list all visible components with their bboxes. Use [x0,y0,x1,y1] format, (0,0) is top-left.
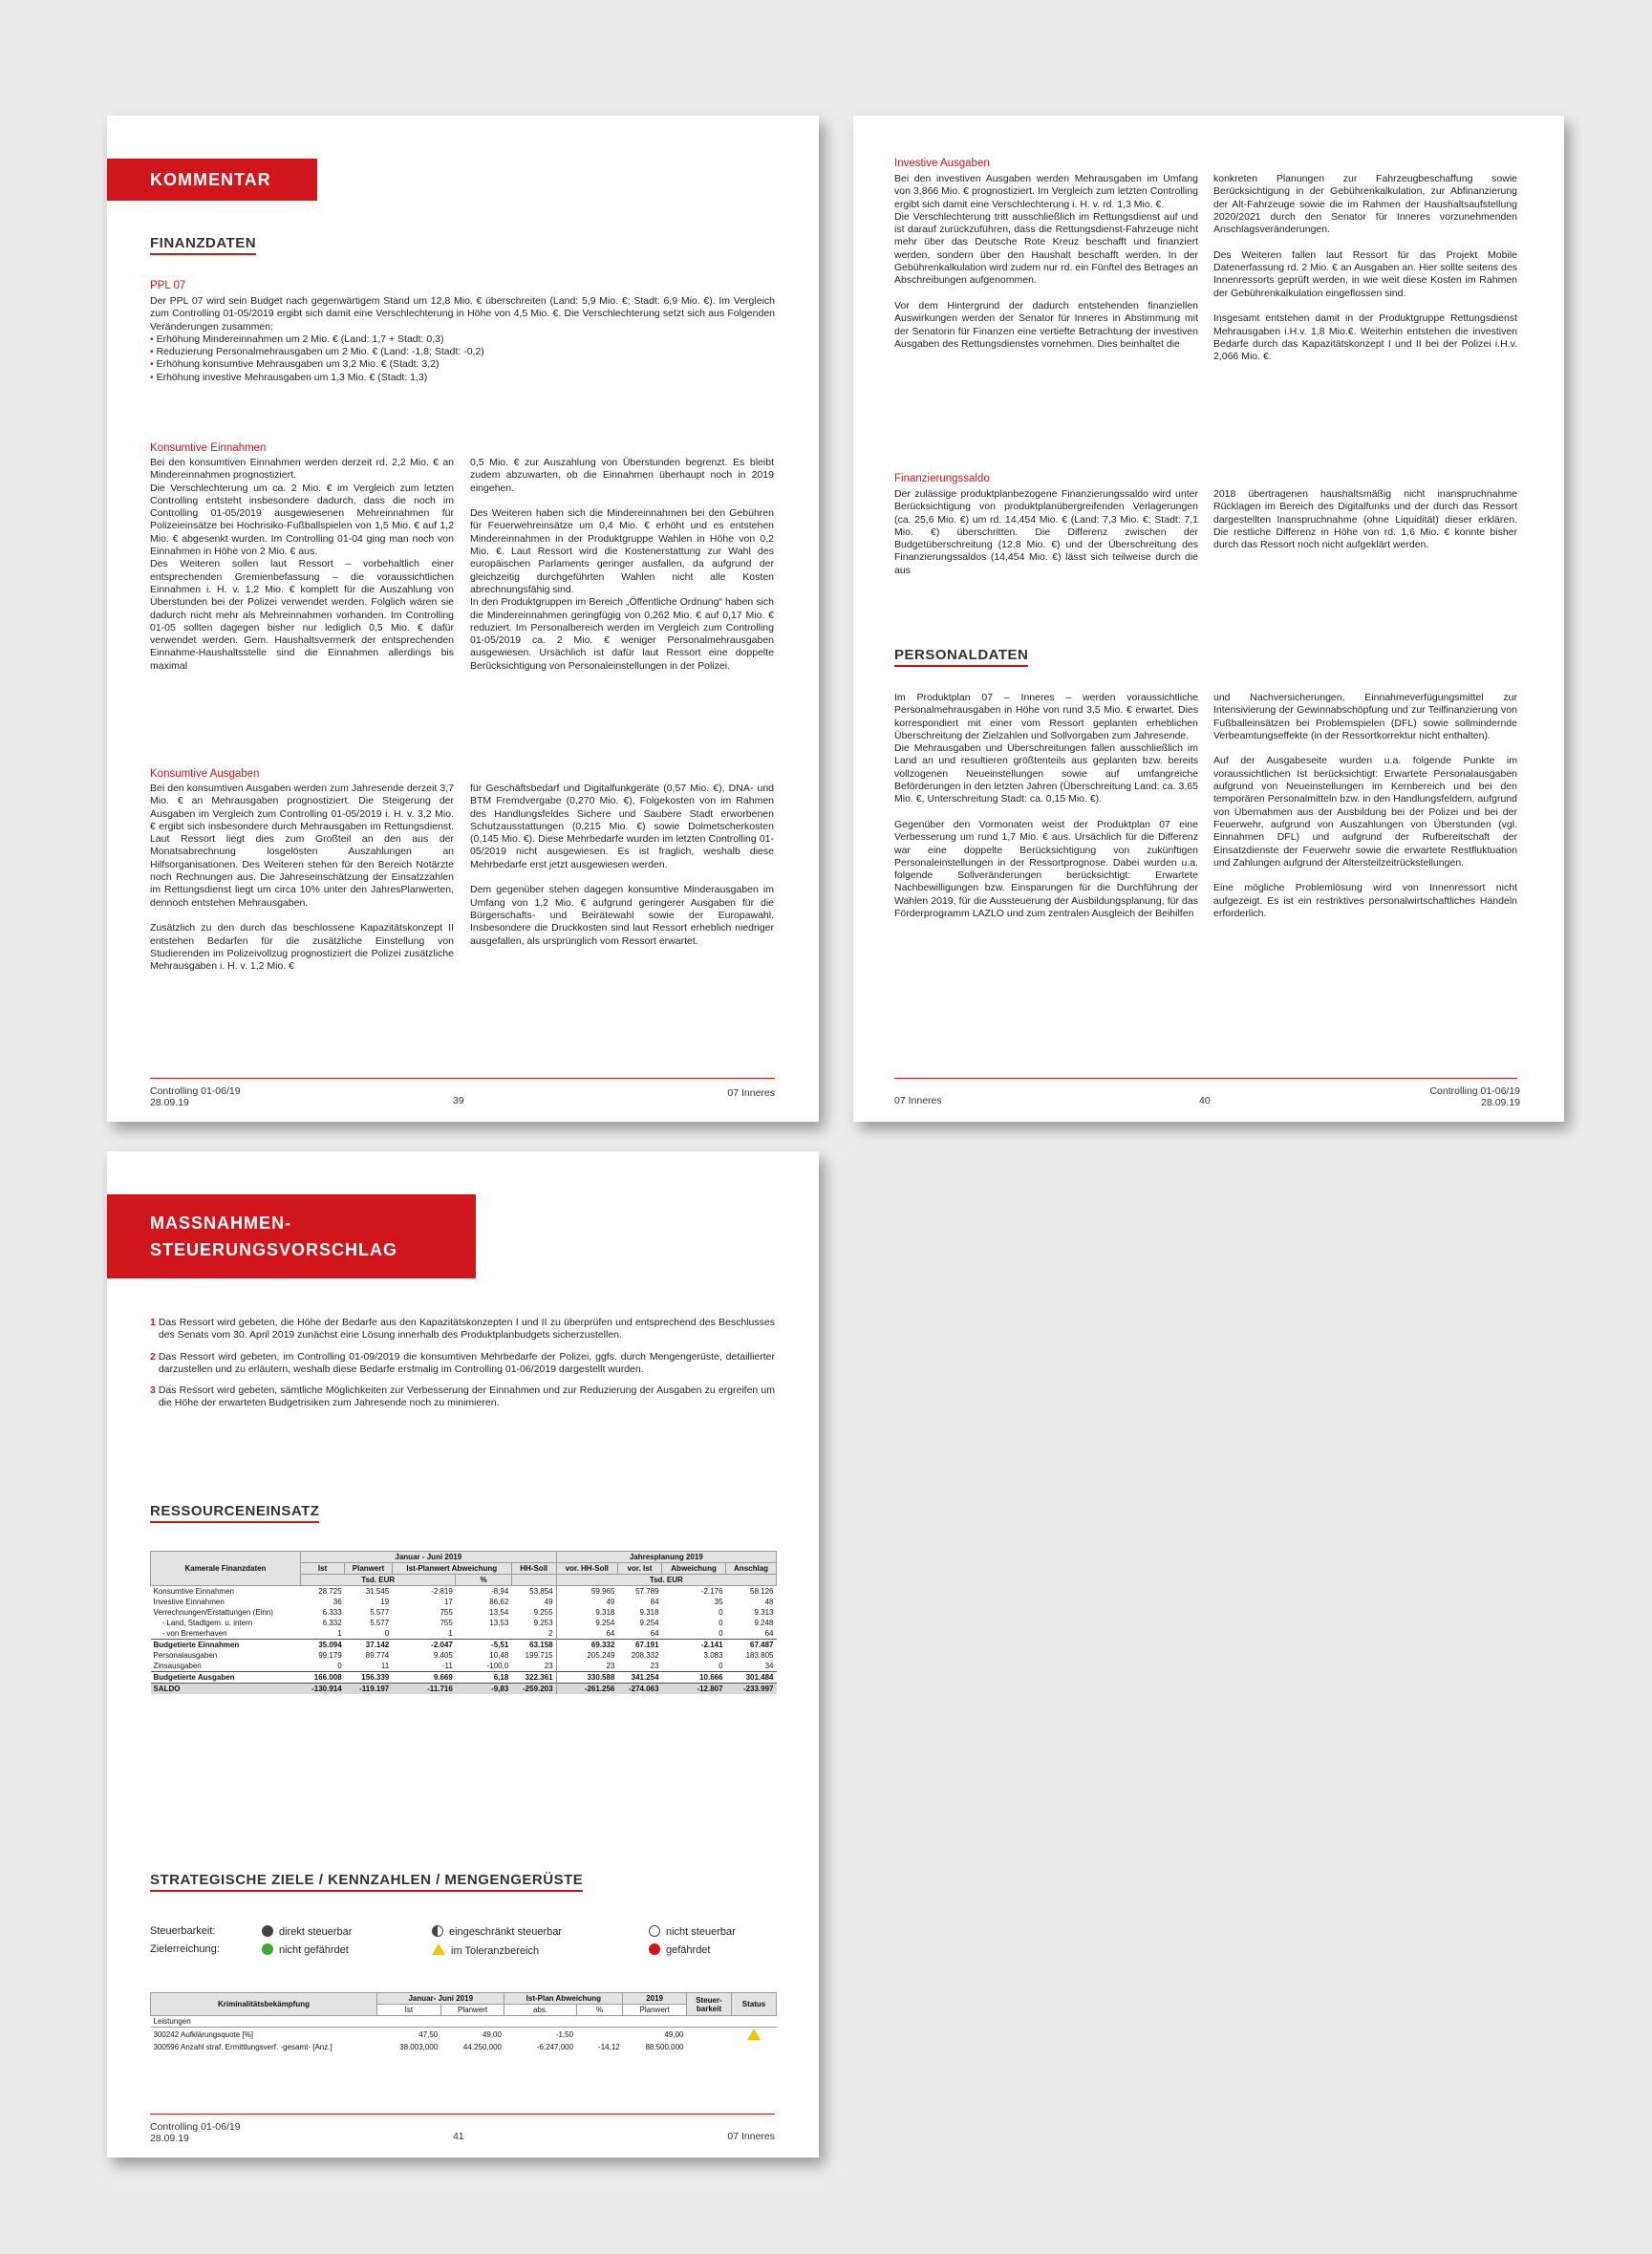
cell: 58.126 [750,1587,774,1596]
ia-right-column: konkreten Planungen zur Fahrzeugbeschaffung sowie Berücksichtigung in der Gebührenkalkulation, zur Abfinanzierung der Alt-Fahrzeuge sowie die im Rahmen der Haushaltsaufstellung 2020/2021 durch den Senator für Inneres vorzunehmenden Anschlagsveränderungen. Des Weiteren fallen laut Ressort für das Projekt Mobile Datenerfassung rd. 2 Mio. € an Ausgaben an. Hier sollte seitens des Innenressorts geprüft werden, in wie weit diese Kosten im Rahmen der Gebührenkalkulation eingeflossen sind. Insgesamt entstehen damit in der Produktgruppe Rettungsdienst Mehrausgaben i.H.v. 1,8 Mio.€. Weiterhin entstehen die investiven Bedarfe durch das Kapazitätskonzept I und II bei der Polizei i.H.v. 2,066 Mio. €. [1213,173,1517,363]
cell: 28.725 [318,1587,342,1596]
col-header: vor. Ist [617,1563,661,1575]
cell: 63.158 [511,1640,556,1651]
green-circle-icon [262,1943,273,1955]
cell: 9.254 [556,1618,617,1628]
cell: 9.318 [639,1608,659,1617]
legend-item-green: nicht gefährdet [262,1943,349,1956]
ppl-bullet: • Erhöhung konsumtive Mehrausgaben um 3,2 Mio. € (Stadt: 3,2) [150,358,440,371]
table-row: 300596 Anzahl straf. Ermittlungsverf. -gesamt- [Anz.] 38.003,000 44.250,000 -6.247,000 -14,12 88.500,000 [153,2043,684,2051]
ppl-bullet: • Erhöhung Mindereinnahmen um 2 Mio. € (Land: 1,7 + Stadt: 0,3) [150,333,444,345]
legend-label: Zielerreichung: [150,1943,220,1955]
unit-header: % [456,1575,511,1586]
legend-item-nicht: nicht steuerbar [649,1925,736,1938]
cell: 755 [440,1619,453,1627]
row-label: SALDO [151,1684,301,1695]
finanzierungssaldo-title: Finanzierungssaldo [894,473,990,484]
kpi-title: Kriminalitätsbekämpfung [151,1993,377,2016]
finanzdaten-heading: FINANZDATEN [150,235,256,255]
ka-left-column: Bei den konsumtiven Ausgaben werden zum Jahresende derzeit 3,7 Mio. € an Mehrausgaben prognostiziert. Die Steigerung der Ausgaben im Vergleich zum Controlling 01-05/2019 i. H. v. 3,2 Mio. € ergibt sich insbesondere durch Mehrausgaben im Rettungsdienst. Laut Ressort liegt dies zum Großteil an den aus der Monatsabrechnung losgelösten Auszahlungen an Hilfsorganisationen. Des Weiteren stehen für den Bereich Notärzte noch Rechnungen aus. Die Jahreseinschätzung der Einsatzzahlen im Rettungsdienst liegt um circa 10% unter den JahresPlanwerten, dennoch entstehen Mehrausgaben. Zusätzlich zu den durch das beschlossene Kapazitätskonzept II entstehen Bedarfen für die zusätzliche Einstellung von Studierenden im Polizeivollzug prognostiziert die Polizei zusätzliche Mehrausgaben i. H. v. 1,2 Mio. € [150,783,454,973]
cell: -261.256 [556,1684,617,1695]
group-header: Januar - Juni 2019 [301,1552,557,1563]
kpi-table [150,1992,777,2052]
massnahmen-banner [107,1194,476,1278]
cell: 1 [337,1629,342,1638]
cell: -119.197 [345,1684,393,1695]
cell: 3.083 [703,1651,723,1660]
cell: 166.008 [301,1672,345,1684]
resource-table [150,1551,777,1694]
row-label: Zinsausgaben [153,1662,202,1670]
cell: -2.047 [392,1640,456,1651]
kpi-group: Ist-Plan Abweichung [504,1993,623,2005]
cell: 6.333 [322,1608,342,1617]
ressourceneinsatz-heading: RESSOURCENEINSATZ [150,1503,319,1523]
row-label: Personalausgaben [153,1651,218,1660]
footer-rule [894,1078,1517,1079]
cell: 86,62 [489,1598,509,1606]
row-label: Konsumtive Einnahmen [153,1587,234,1596]
pd-right-column: und Nachversicherungen, Einnahmeverfügungsmittel zur Intensivierung der Gewinnabschöpfung und zur Teilfinanzierung von Fußballeinsätzen bei Problemspielen (DFL) sowie sollmindernde Verbeamtungseffekte (in der Ressortkorrektur nicht enthalten). Auf der Ausgabeseite wurden u.a. folgende Punkte im voraussichtlichen Ist berücksichtigt: Erwartete Personalausgaben aufgrund von Neueinstellungen im Kernbereich und bei den temporären Personalmitteln bzw. in den Handlungsfeldern, aufgrund von Übernahmen aus der Ausbildung bei der Polizei und bei der Feuerwehr, aufgrund von Auszahlungen von Überstunden (vgl. Einnahmen DFL) und aufgrund der Rufbereitschaft der Einsatzdienste der Feuerwehr sowie die erwartete Restfluktuation und Zahlungen aufgrund der Altersteilzeitrückstellungen. Eine mögliche Problemlösung wird von Innenressort nicht aufgezeigt. Es ist ein restriktives personalwirtschaftliches Handeln erforderlich. [1213,692,1517,920]
footer-right: 07 Inneres [727,2131,775,2142]
table-row [151,1628,777,1640]
cell: 99.179 [318,1651,342,1660]
filled-circle-icon [262,1925,273,1937]
unit-header [511,1575,556,1586]
table-row [151,1640,777,1651]
col-header: vor. HH-Soll [556,1563,617,1575]
cell: 19 [380,1598,390,1606]
table-row [151,1586,777,1598]
cell: 59.965 [556,1586,617,1598]
footer-right: Controlling 01-06/19 28.09.19 [1429,1085,1520,1108]
group-header: Jahresplanung 2019 [556,1552,776,1563]
cell: 36 [333,1598,342,1606]
ia-left-column: Bei den investiven Ausgaben werden Mehrausgaben im Umfang von 3,866 Mio. € prognostiziert. Im Vergleich zum letzten Controlling ergibt sich damit eine Verschlechterung i. H. v. rd. 1,3 Mio. €. Die Verschlechterung tritt ausschließlich im Rettungsdienst auf und ist darauf zurückzuführen, dass die Rettungsdienst-Fahrzeuge nicht mehr über das Deutsche Rote Kreuz beschafft und finanziert werden, sondern über den Haushalt beschafft werden. In der Gebührenkalkulation wird zudem nur rd. ein Fünftel des Betrages an Abschreibungen aufgenommen. Vor dem Hintergrund der dadurch entstehenden finanziellen Auswirkungen werden der Senator für Inneres in Abstimmung mit der Senatorin für Finanzen eine vertiefte Betrachtung der investiven Ausgaben des Rettungsdienstes vornehmen. Dies beinhaltet die [894,173,1198,350]
page-40 [853,116,1564,1122]
cell: 23 [544,1662,553,1670]
cell: 183.805 [745,1651,774,1660]
cell: 0 [719,1619,723,1627]
cell: -2.176 [700,1587,723,1596]
fs-right-column: 2018 übertragenen haushaltsmäßig nicht inanspruchnahme Rücklagen im Bereich des Digitalfunks und der durch das Ressort dargestellten Inanspruchnahme (ohne Liquidität) dieser erklären. Die restliche Differenz in Höhe von rd. 1,6 Mio. € konnte bisher durch das Ressort noch nicht aufgeklärt werden. [1213,488,1517,551]
pd-left-column: Im Produktplan 07 – Inneres – werden voraussichtliche Personalmehrausgaben in Höhe von rund 3,5 Mio. € erwartet. Dies korrespondiert mit einer vom Ressort geplanten erheblichen Überschreitung der Zielzahlen und Sollvorgaben zum Jahresende. Die Mehrausgaben und Überschreitungen fallen ausschließlich im Land an und resultieren größtenteils aus geplanten bzw. bereits vollzogenen Neueinstellungen sowie auf umfangreiche Beförderungen in den letzten Jahren (Überschreitung Land: ca. 3,65 Mio. €, Unterschreitung Stadt: ca. 0,15 Mio. €). Gegenüber den Vormonaten weist der Produktplan 07 eine Verbesserung um rund 1,7 Mio. € aus. Ursächlich für die Differenz war eine doppelte Berücksichtigung von zukünftigen Personaleinstellungen in der Ressortprognose. Dabei wurden u.a. folgende Sollveränderungen berücksichtigt: Erwartete Nachbewilligungen bzw. Einsparungen für die Durchführung der Wahlen 2019, für die Aussteuerung der Ausbildungsplanung, für das Förderprogramm LAZLO und zum zentralen Ausgleich der Beihilfen [894,692,1198,920]
cell: 9.254 [639,1619,659,1627]
cell: 341.254 [617,1672,661,1684]
measures-list [150,1317,775,1410]
kpi-group: Status [732,1993,777,2016]
kpi-sub: % [576,2005,623,2016]
table-row: 300242 Aufklärungsquote [%] 47,50 49,00 -1,50 49,00 [151,2028,777,2043]
col-header: Planwert [345,1563,393,1575]
banner-line: MASSNAHMEN- [150,1213,291,1233]
page-number: 40 [1199,1095,1211,1106]
cell: -130.914 [301,1684,345,1695]
table-row [151,1618,777,1628]
cell: 89.774 [365,1651,390,1660]
legend-item-red: gefährdet [649,1943,710,1956]
measure-item: 2 Das Ressort wird gebeten, im Controlling 01-09/2019 die konsumtiven Mehrbedarfe der Polizei, ggfs. durch Mengengerüste, detaillierter darzustellen und zu erläutern, weshalb diese Bedarfe erstmalig im Controlling 01-06/2019 dargestellt wurden. [150,1350,775,1375]
cell: 0 [719,1608,723,1617]
konsumtive-ausgaben-title: Konsumtive Ausgaben [150,768,260,780]
cell: 69.332 [556,1640,617,1651]
table-row [151,1597,777,1607]
cell: 208.332 [631,1651,659,1660]
kpi-group: Januar- Juni 2019 [377,1993,504,2005]
cell: 0 [384,1629,390,1638]
cell: 9.318 [556,1607,617,1618]
footer-right: 07 Inneres [727,1087,775,1099]
cell: 10,48 [489,1651,509,1660]
cell: 755 [440,1608,453,1617]
unit-header: Tsd. EUR [301,1575,456,1586]
ppl-text [150,295,775,384]
personaldaten-heading: PERSONALDATEN [894,647,1028,667]
table-row [151,1661,777,1672]
ppl-title: PPL 07 [150,280,186,291]
page-41 [107,1151,819,2157]
ppl-paragraph: Der PPL 07 wird sein Budget nach gegenwärtigem Stand um 12,8 Mio. € überschreiten (Land: 5,9 Mio. €; Stadt: 6,9 Mio. €). Im Vergleich zum Controlling 01-05/2019 ergibt sich damit eine Verschlechterung in Höhe von 4,5 Mio. €. Die Verschlechterung setzt sich aus Folgenden Veränderungen zusammen: [150,295,775,333]
kpi-section: Leistungen [151,2016,777,2028]
kpi-sub: Ist [377,2005,441,2016]
ke-left-column: Bei den konsumtiven Einnahmen werden derzeit rd. 2,2 Mio. € an Mindereinnahmen prognostiziert. Die Verschlechterung um ca. 2 Mio. € im Vergleich zum letzten Controlling entsteht insbesondere dadurch, dass die noch im Controlling 01-05/2019 ausgewiesenen Mehreinnahmen für Polizeieinsätze bei Hochrisiko-Fußballspielen von 1,5 Mio. € auf 1,2 Mio. € abgesenkt wurden. Im Controlling 01-04 ging man noch von Einnahmen in Höhe von 2 Mio. € aus. Des Weiteren sollen laut Ressort – vorbehaltlich einer entsprechenden Gremienbefassung – die voraussichtlichen Einnahmen i. H. v. 1,2 Mio. € komplett für die Auszahlung von Überstunden bei der Polizei verwendet werden. Folglich wären sie dadurch nicht mehr als Mehreinnahmen vorhanden. Im Controlling 01-05 sollten dagegen bisher nur lediglich 0,5 Mio. € dafür verwendet werden. Gem. Haushaltsvermerk der entsprechenden Einnahme-Haushaltsstelle sind die Einnahmen allerdings bis maximal [150,457,454,672]
cell: 9.405 [433,1651,453,1660]
half-circle-icon [432,1925,443,1937]
cell: 34 [764,1662,774,1670]
cell: 5.577 [370,1608,390,1617]
yellow-triangle-icon [432,1943,445,1955]
investive-ausgaben-title: Investive Ausgaben [894,158,990,169]
table-row [151,1607,777,1618]
cell: -100,0 [486,1662,509,1670]
cell: 13,53 [489,1619,509,1627]
cell: 57.789 [635,1587,659,1596]
footer-left: 07 Inneres [894,1095,942,1106]
cell: -5,51 [456,1640,511,1651]
kpi-group: Steuer-barkeit [687,1993,732,2016]
col-header: Ist [301,1563,345,1575]
cell: 31.545 [365,1587,390,1596]
cell: -2.141 [662,1640,726,1651]
cell: 9.253 [533,1619,553,1627]
cell: 35 [714,1598,723,1606]
page-39 [107,116,819,1122]
kpi-sub: abs. [504,2005,576,2016]
cell: -12.807 [662,1684,726,1695]
cell: -8,94 [491,1587,509,1596]
cell: 84 [650,1598,659,1606]
row-label: Budgetierte Einnahmen [151,1640,301,1651]
legend-item-direkt: direkt steuerbar [262,1925,352,1938]
cell: 64 [764,1629,774,1638]
col-header: Abweichung [662,1563,726,1575]
row-label: Investive Einnahmen [153,1598,225,1606]
col-header: HH-Soll [511,1563,556,1575]
cell: 301.484 [726,1672,777,1684]
cell: 9.255 [533,1608,553,1617]
cell: -274.063 [617,1684,661,1695]
page-number: 41 [453,2131,464,2142]
cell: 9.669 [392,1672,456,1684]
measure-item: 1 Das Ressort wird gebeten, die Höhe der Bedarfe aus den Kapazitätskonzepten I und II zu überprüfen und entsprechend des Beschlusses des Senats vom 30. April 2019 zunächst eine Lösung innerhalb des Produktplanbudgets sicherzustellen. [150,1317,775,1342]
banner-text: KOMMENTAR [150,170,271,189]
cell: -233.997 [726,1684,777,1695]
ka-right-column: für Geschäftsbedarf und Digitalfunkgeräte (0,57 Mio. €), DNA- und BTM Fremdvergabe (0,270 Mio. €), Folgekosten von im Rahmen des Handlungsfeldes Sichere und Saubere Stadt erworbenen Schutzausstattungen (0,215 Mio. €) sowie Dolmetscherkosten (0,145 Mio. €). Diese Mehrbedarfe wurden im letzten Controlling 01-05/2019 nicht ausgewiesen. Es ist fraglich, weshalb diese Mehrbedarfe erst jetzt ausgewiesen werden. Dem gegenüber stehen dagegen konsumtive Minderausgaben im Umfang von 1,2 Mio. € aufgrund geringerer Ausgaben für die Bürgerschafts- und Beirätewahl sowie der Europawahl. Insbesondere die Druckkosten sind laut Ressort erheblich niedriger ausgefallen, als ursprünglich vom Ressort erwartet. [470,783,774,947]
strategische-ziele-heading: STRATEGISCHE ZIELE / KENNZAHLEN / MENGENGERÜSTE [150,1872,583,1892]
table-row [151,1650,777,1661]
cell: 2 [548,1629,553,1638]
cell: 322.361 [511,1672,556,1684]
cell: 49 [544,1598,553,1606]
cell: 0 [719,1629,723,1638]
cell: 11 [380,1662,390,1670]
cell: 5.577 [370,1619,390,1627]
resource-table-body [151,1586,777,1695]
row-label: - von Bremerhaven [161,1629,227,1638]
cell [456,1628,511,1640]
cell: -259.203 [511,1684,556,1695]
cell: 0 [337,1662,342,1670]
table-corner: Kamerale Finanzdaten [151,1552,301,1586]
cell: 13,54 [489,1608,509,1617]
cell: 35.094 [301,1640,345,1651]
cell: -2.819 [431,1587,453,1596]
unit-header: Tsd. EUR [556,1575,776,1586]
cell: 37.142 [345,1640,393,1651]
col-header: Anschlag [726,1563,777,1575]
konsumtive-einnahmen-title: Konsumtive Einnahmen [150,442,267,454]
cell: 6.332 [322,1619,342,1627]
footer-left: Controlling 01-06/19 28.09.19 [150,1085,241,1108]
empty-circle-icon [649,1925,660,1937]
legend-label: Steuerbarkeit: [150,1925,216,1937]
cell: 9.248 [754,1619,774,1627]
cell: 17 [443,1598,453,1606]
kpi-group: 2019 [623,1993,687,2005]
measure-item: 3 Das Ressort wird gebeten, sämtliche Möglichkeiten zur Verbesserung der Einnahmen und zur Reduzierung der Ausgaben zu ergreifen um die Höhe der erwarteten Budgetrisiken zum Jahresende noch zu minimieren. [150,1385,775,1409]
cell: 64 [650,1629,659,1638]
cell: 49 [556,1597,617,1607]
legend-item-yellow: im Toleranzbereich [432,1943,539,1957]
banner-line: STEUERUNGSVORSCHLAG [150,1240,398,1259]
yellow-triangle-icon [747,2029,761,2040]
cell: 23 [650,1662,659,1670]
kpi-sub: Planwert [440,2005,504,2016]
footer-left: Controlling 01-06/19 28.09.19 [150,2121,241,2144]
cell: 156.339 [345,1672,393,1684]
table-row [151,1672,777,1684]
cell: 205.249 [556,1650,617,1661]
cell: 48 [764,1598,774,1606]
cell: 53.854 [529,1587,553,1596]
cell: 23 [556,1661,617,1672]
cell: 67.191 [617,1640,661,1651]
legend-item-eingeschraenkt: eingeschränkt steuerbar [432,1925,562,1938]
cell: 10.666 [662,1672,726,1684]
row-label: Verrechnungen/Erstattungen (Einn) [153,1608,273,1617]
cell: -11 [441,1662,453,1670]
cell: -11.716 [392,1684,456,1695]
cell: 1 [448,1629,453,1638]
cell: 64 [556,1628,617,1640]
cell: 330.588 [556,1672,617,1684]
cell: 0 [719,1662,723,1670]
cell: 9.313 [754,1608,774,1617]
kommentar-banner [107,159,317,201]
ppl-bullet: • Reduzierung Personalmehrausgaben um 2 Mio. € (Land: -1,8; Stadt: -0,2) [150,346,484,358]
page-number: 39 [453,1095,464,1106]
cell: -9,83 [456,1684,511,1695]
cell: 67.487 [726,1640,777,1651]
row-label: Budgetierte Ausgaben [151,1672,301,1684]
col-header: Ist-Planwert Abweichung [392,1563,511,1575]
ppl-bullet: • Erhöhung investive Mehrausgaben um 1,3 Mio. € (Stadt: 1,3) [150,371,428,383]
row-label: - Land, Stadtgem. u. intern [161,1619,253,1627]
cell: 199.715 [525,1651,553,1660]
cell: 6,18 [456,1672,511,1684]
fs-left-column: Der zulässige produktplanbezogene Finanzierungssaldo wird unter Berücksichtigung von produktplanübergreifenden Verlagerungen (ca. 25,6 Mio. €) um rd. 14,454 Mio. € (Land: 7,3 Mio. €; Stadt: 7,1 Mio. €) überschritten. Die Differenz zwischen der Budgetüberschreitung (12,8 Mio. €) und der Überschreitung des Finanzierungssaldos (14,454 Mio. €) lässt sich teilweise durch die aus [894,488,1198,576]
red-circle-icon [649,1943,660,1955]
ke-right-column: 0,5 Mio. € zur Auszahlung von Überstunden begrenzt. Es bleibt zudem abzuwarten, ob die Einnahmen überhaupt noch in 2019 eingehen. Des Weiteren haben sich die Mindereinnahmen bei den Gebühren für Feuerwehreinsätze um 0,4 Mio. € erhöht und es entstehen Mindereinnahmen in der Produktgruppe Wahlen in Höhe von 0,2 Mio. €. Laut Ressort wird die Kostenerstattung zur Wahl des europäischen Parlaments geringer ausfallen, da aufgrund der gleichzeitig durchgeführten Wahlen nicht alle Kosten abrechnungsfähig sind. In den Produktgruppen im Bereich „Öffentliche Ordnung“ haben sich die Mindereinnahmen geringfügig von 0,262 Mio. € auf 0,17 Mio. € reduziert. Im Personalbereich werden im Vergleich zum Controlling 01-05/2019 ca. 2 Mio. € weniger Personalmehrausgaben ausgewiesen. Ursächlich ist dafür laut Ressort eine doppelte Berücksichtigung von Personaleinstellungen in der Polizei. [470,457,774,672]
footer-rule [150,1078,775,1079]
table-row [151,1684,777,1695]
kpi-sub: Planwert [623,2005,687,2016]
